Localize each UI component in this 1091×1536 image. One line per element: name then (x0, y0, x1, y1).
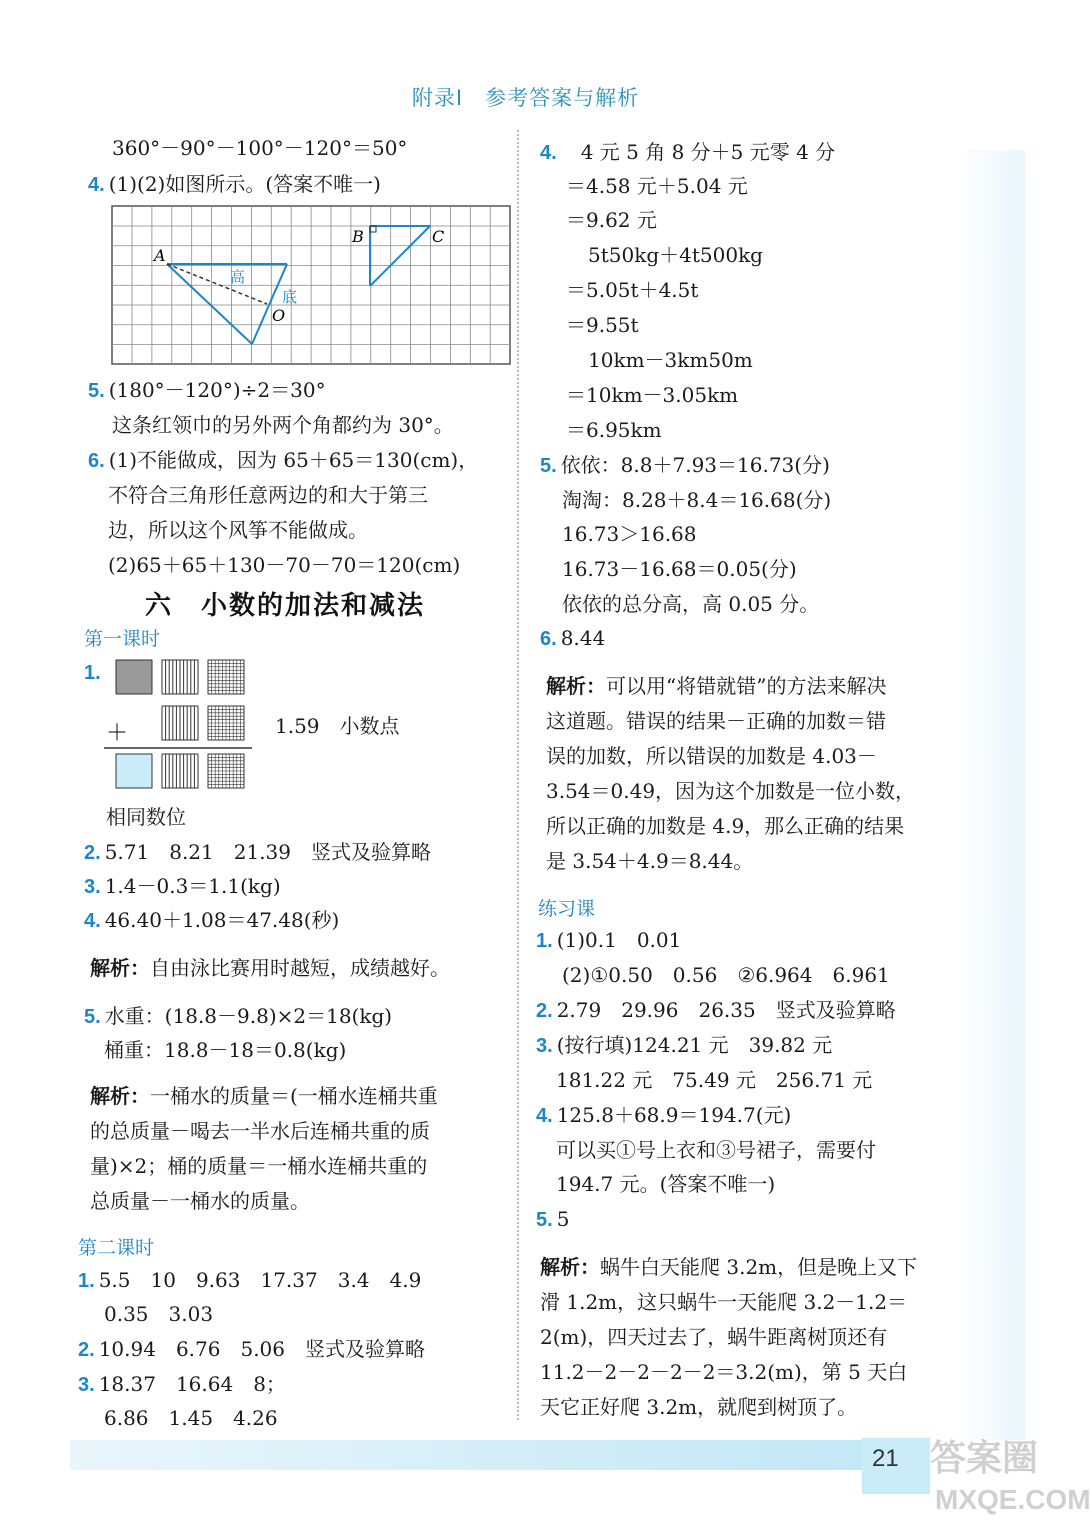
answer-text: 不符合三角形任意两边的和大于第三 (108, 483, 428, 507)
question-number: 5. (536, 1209, 553, 1231)
answer-text: 水重：(18.8－9.8)×2＝18(kg) (104, 1004, 393, 1028)
explanation-label: 解析： (90, 1084, 150, 1108)
answer-text: 5 (556, 1207, 570, 1231)
question-4-right (540, 138, 835, 167)
explanation-text: 滑 1.2m，这只蜗牛一天能爬 3.2－1.2＝ (540, 1290, 908, 1314)
explanation-text: 11.2－2－2－2－2＝3.2(m)，第 5 天白 (540, 1360, 908, 1384)
label-b: B (352, 227, 364, 246)
answer-text: (180°－120°)÷2＝30° (108, 378, 326, 402)
question-6-right (540, 624, 605, 653)
answer-text: 5.5 10 9.63 17.37 3.4 4.9 (98, 1268, 422, 1292)
lesson2-question-3 (78, 1370, 286, 1399)
question-number: 5. (540, 455, 557, 477)
question-number: 2. (84, 842, 101, 864)
answer-text: 边，所以这个风筝不能做成。 (108, 518, 368, 542)
unit-square-answer (116, 754, 152, 788)
question-number: 3. (536, 1035, 553, 1057)
explanation-text: 所以正确的加数是 4.9，那么正确的结果 (546, 814, 905, 838)
explanation (90, 954, 450, 982)
explanation (546, 672, 886, 700)
answer-text: ＝10km－3.05km (566, 383, 739, 407)
question-number: 2. (78, 1339, 95, 1361)
question-number: 5. (88, 380, 105, 402)
question-6 (88, 446, 478, 475)
lesson1-question-4 (84, 906, 339, 935)
label-base: 底 (282, 288, 298, 306)
answer-text: 2.79 29.96 26.35 竖式及验算略 (556, 998, 896, 1022)
answer-text: (1)(2)如图所示。(答案不唯一) (108, 172, 381, 196)
question-5-right (540, 451, 830, 480)
triangle-grid-figure (112, 206, 510, 364)
page-number: 21 (872, 1445, 899, 1472)
answer-text: (按行填)124.21 元 39.82 元 (556, 1033, 833, 1057)
practice-question-5 (536, 1205, 569, 1234)
answer-text: 依依：8.8＋7.93＝16.73(分) (560, 453, 830, 477)
answer-text: ＝9.62 元 (566, 208, 657, 232)
decimal-blocks-figure (102, 656, 282, 796)
answer-text: 8.44 (560, 626, 606, 650)
answer-text: 125.8＋68.9＝194.7(元) (556, 1103, 792, 1127)
lesson2-question-2 (78, 1335, 425, 1364)
right-margin-band (955, 150, 1025, 1440)
answer-text: 这条红领巾的另外两个角都约为 30°。 (112, 413, 454, 437)
question-number: 1. (78, 1270, 95, 1292)
answer-text: 4 元 5 角 8 分＋5 元零 4 分 (580, 140, 836, 164)
explanation-text: 量)×2；桶的质量＝一桶水连桶共重的 (90, 1154, 428, 1178)
explanation (540, 1253, 917, 1281)
lesson1-question-2 (84, 838, 431, 867)
explanation-text: 2(m)，四天过去了，蜗牛距离树顶还有 (540, 1325, 888, 1349)
question-number: 6. (88, 450, 105, 472)
tenths-block (162, 754, 198, 788)
explanation-label: 解析： (90, 956, 150, 980)
explanation-text: 总质量－一桶水的质量。 (90, 1189, 310, 1213)
question-number: 4. (536, 1105, 553, 1127)
answer-text: ＝4.58 元＋5.04 元 (566, 174, 748, 198)
question-number: 4. (88, 174, 105, 196)
practice-question-2 (536, 996, 896, 1025)
practice-question-4 (536, 1101, 791, 1130)
answer-text: 1.4－0.3＝1.1(kg) (104, 874, 281, 898)
answer-text: 10km－3km50m (588, 348, 753, 372)
watermark-url: MXQE.COM (935, 1484, 1091, 1515)
answer-text: 194.7 元。(答案不唯一) (556, 1172, 776, 1196)
answer-text: 5t50kg＋4t500kg (588, 243, 763, 267)
answer-text: (1)不能做成，因为 65＋65＝130(cm)， (108, 448, 479, 472)
question-number: 6. (540, 628, 557, 650)
explanation-text: 可以用“将错就错”的方法来解决 (606, 674, 887, 698)
answer-text: 46.40＋1.08＝47.48(秒) (104, 908, 340, 932)
angle-calc: 360°－90°－100°－120°＝50° (112, 136, 408, 160)
lesson-heading: 第二课时 (78, 1237, 155, 1259)
answer-text: ＝5.05t＋4.5t (566, 278, 699, 302)
explanation-text: 是 3.54＋4.9＝8.44。 (546, 849, 754, 873)
hundredths-block (208, 660, 244, 694)
answer-text: 10.94 6.76 5.06 竖式及验算略 (98, 1337, 426, 1361)
question-number: 1. (536, 930, 553, 952)
explanation-label: 解析： (540, 1255, 600, 1279)
answer-text: 16.73－16.68＝0.05(分) (562, 557, 797, 581)
answer-text: (2)65＋65＋130－70－70＝120(cm) (108, 553, 461, 577)
question-4 (88, 170, 381, 199)
lesson2-question-1 (78, 1266, 421, 1295)
label-o: O (272, 306, 286, 325)
answer-text: 0.35 3.03 (104, 1302, 214, 1326)
answer-text: (1)0.1 0.01 (556, 928, 682, 952)
tenths-block (162, 706, 198, 740)
plus-sign: ＋ (106, 721, 129, 746)
unit-square (116, 660, 152, 694)
question-number: 2. (536, 1000, 553, 1022)
explanation-text: 3.54＝0.49，因为这个加数是一位小数， (546, 779, 916, 803)
answer-text: 5.71 8.21 21.39 竖式及验算略 (104, 840, 432, 864)
answer-text: ＝6.95km (566, 418, 662, 442)
practice-question-1 (536, 926, 681, 955)
question-number: 4. (540, 142, 557, 164)
answer-text: 桶重：18.8－18＝0.8(kg) (104, 1038, 347, 1062)
explanation-text: 的总质量－喝去一半水后连桶共重的质 (90, 1119, 430, 1143)
column-divider (517, 130, 519, 1420)
explanation-text: 一桶水的质量＝(一桶水连桶共重 (150, 1084, 438, 1108)
practice-question-3 (536, 1031, 832, 1060)
explanation-text: 自由泳比赛用时越短，成绩越好。 (150, 956, 450, 980)
label-height: 高 (230, 268, 246, 286)
practice-heading: 练习课 (538, 898, 596, 920)
hundredths-block (208, 754, 244, 788)
question-number: 3. (78, 1374, 95, 1396)
question-number: 3. (84, 876, 101, 898)
lesson1-question-5 (84, 1002, 392, 1031)
answer-text: 淘淘：8.28＋8.4＝16.68(分) (562, 488, 832, 512)
lesson1-question-3 (84, 872, 281, 901)
tenths-block (162, 660, 198, 694)
page-header: 附录Ⅰ 参考答案与解析 (411, 86, 640, 110)
footer-band (70, 1440, 930, 1470)
answer-text: 18.37 16.64 8； (98, 1372, 286, 1396)
answer-text: 相同数位 (106, 805, 186, 829)
section-title: 六 小数的加法和减法 (145, 591, 426, 621)
answer-text: 6.86 1.45 4.26 (104, 1406, 278, 1430)
explanation-text: 蜗牛白天能爬 3.2m，但是晚上又下 (600, 1255, 918, 1279)
question-number: 5. (84, 1006, 101, 1028)
answer-text: 可以买①号上衣和③号裙子，需要付 (556, 1138, 876, 1162)
answer-text: 16.73＞16.68 (562, 522, 697, 546)
question-number: 1. (84, 662, 101, 684)
answer-text: ＝9.55t (566, 313, 639, 337)
hundredths-block (208, 706, 244, 740)
question-number: 4. (84, 910, 101, 932)
answer-text: 依依的总分高，高 0.05 分。 (562, 592, 820, 616)
label-c: C (432, 227, 445, 246)
explanation-text: 误的加数，所以错误的加数是 4.03－ (546, 744, 877, 768)
label-a: A (154, 246, 166, 265)
answer-text: 181.22 元 75.49 元 256.71 元 (556, 1068, 873, 1092)
explanation (90, 1082, 438, 1110)
watermark-logo: 答案圈 (930, 1438, 1039, 1479)
explanation-text: 这道题。错误的结果－正确的加数＝错 (546, 709, 886, 733)
question-5 (88, 376, 326, 405)
lesson-heading: 第一课时 (84, 628, 161, 650)
explanation-text: 天它正好爬 3.2m，就爬到树顶了。 (540, 1395, 858, 1419)
answer-text: (2)①0.50 0.56 ②6.964 6.961 (562, 963, 890, 987)
explanation-label: 解析： (546, 674, 606, 698)
answer-text: 1.59 小数点 (275, 714, 400, 738)
